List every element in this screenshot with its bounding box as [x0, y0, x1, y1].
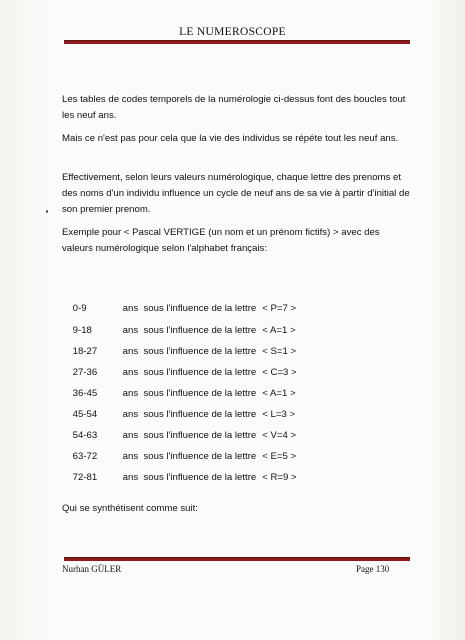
- years-label: ans: [122, 346, 139, 357]
- influence-text: sous l'influence de la lettre: [143, 346, 257, 357]
- influence-text: sous l'influence de la lettre: [143, 303, 257, 314]
- page-number: Page 130: [356, 564, 390, 574]
- header-rule: [64, 40, 410, 44]
- letter-value: < P=7 >: [262, 303, 297, 314]
- age-range: 54-63: [72, 430, 98, 441]
- age-range: 0-9: [72, 303, 87, 314]
- influence-text: sous l'influence de la lettre: [143, 430, 257, 441]
- age-range: 18-27: [72, 346, 98, 357]
- influence-text: sous l'influence de la lettre: [143, 451, 257, 462]
- margin-mark: [46, 210, 48, 213]
- paragraph-1: Les tables de codes temporels de la numérologie ci-dessus font des boucles tout les neuf ans.: [62, 94, 406, 121]
- age-range: 36-45: [72, 388, 98, 399]
- age-range: 45-54: [72, 409, 98, 420]
- paragraph-4: Exemple pour < Pascal VERTIGE (un nom et un prénom fictifs) > avec des valeurs numérologique selon l'alphabet français:: [62, 227, 380, 254]
- letter-value: < S=1 >: [262, 346, 297, 357]
- paragraph-3: Effectivement, selon leurs valeurs numérologique, chaque lettre des prenoms et des noms d'un individu influence un cycle de neuf ans de sa vie à partir d'initial de son premier prenom.: [62, 172, 410, 215]
- table-row: [62, 460, 297, 496]
- age-range: 27-36: [72, 367, 98, 378]
- letter-value: < A=1 >: [262, 388, 296, 399]
- years-label: ans: [122, 409, 139, 420]
- years-label: ans: [122, 367, 139, 378]
- letter-value: < A=1 >: [262, 325, 296, 336]
- influence-text: sous l'influence de la lettre: [143, 409, 257, 420]
- page-header-title: LE NUMEROSCOPE: [179, 26, 286, 38]
- footer-rule: [64, 557, 410, 561]
- years-label: ans: [122, 325, 139, 336]
- years-label: ans: [122, 388, 139, 399]
- influence-text: sous l'influence de la lettre: [143, 388, 257, 399]
- letter-value: < V=4 >: [262, 430, 297, 441]
- years-label: ans: [122, 451, 139, 462]
- years-label: ans: [122, 430, 139, 441]
- age-range: 9-18: [72, 325, 92, 336]
- closing-line: Qui se synthétisent comme suit:: [62, 503, 198, 514]
- letter-value: < E=5 >: [262, 451, 297, 462]
- influence-text: sous l'influence de la lettre: [143, 472, 257, 483]
- years-label: ans: [122, 472, 139, 483]
- paragraph-2: Mais ce n'est pas pour cela que la vie des individus se répéte tout les neuf ans.: [62, 133, 399, 144]
- footer-author: Nurhan GÜLER: [62, 564, 122, 574]
- age-range: 72-81: [72, 472, 98, 483]
- years-label: ans: [122, 303, 139, 314]
- age-range: 63-72: [72, 451, 98, 462]
- influence-text: sous l'influence de la lettre: [143, 325, 257, 336]
- influence-text: sous l'influence de la lettre: [143, 367, 257, 378]
- letter-value: < C=3 >: [262, 367, 297, 378]
- letter-value: < L=3 >: [262, 409, 296, 420]
- letter-value: < R=9 >: [262, 472, 297, 483]
